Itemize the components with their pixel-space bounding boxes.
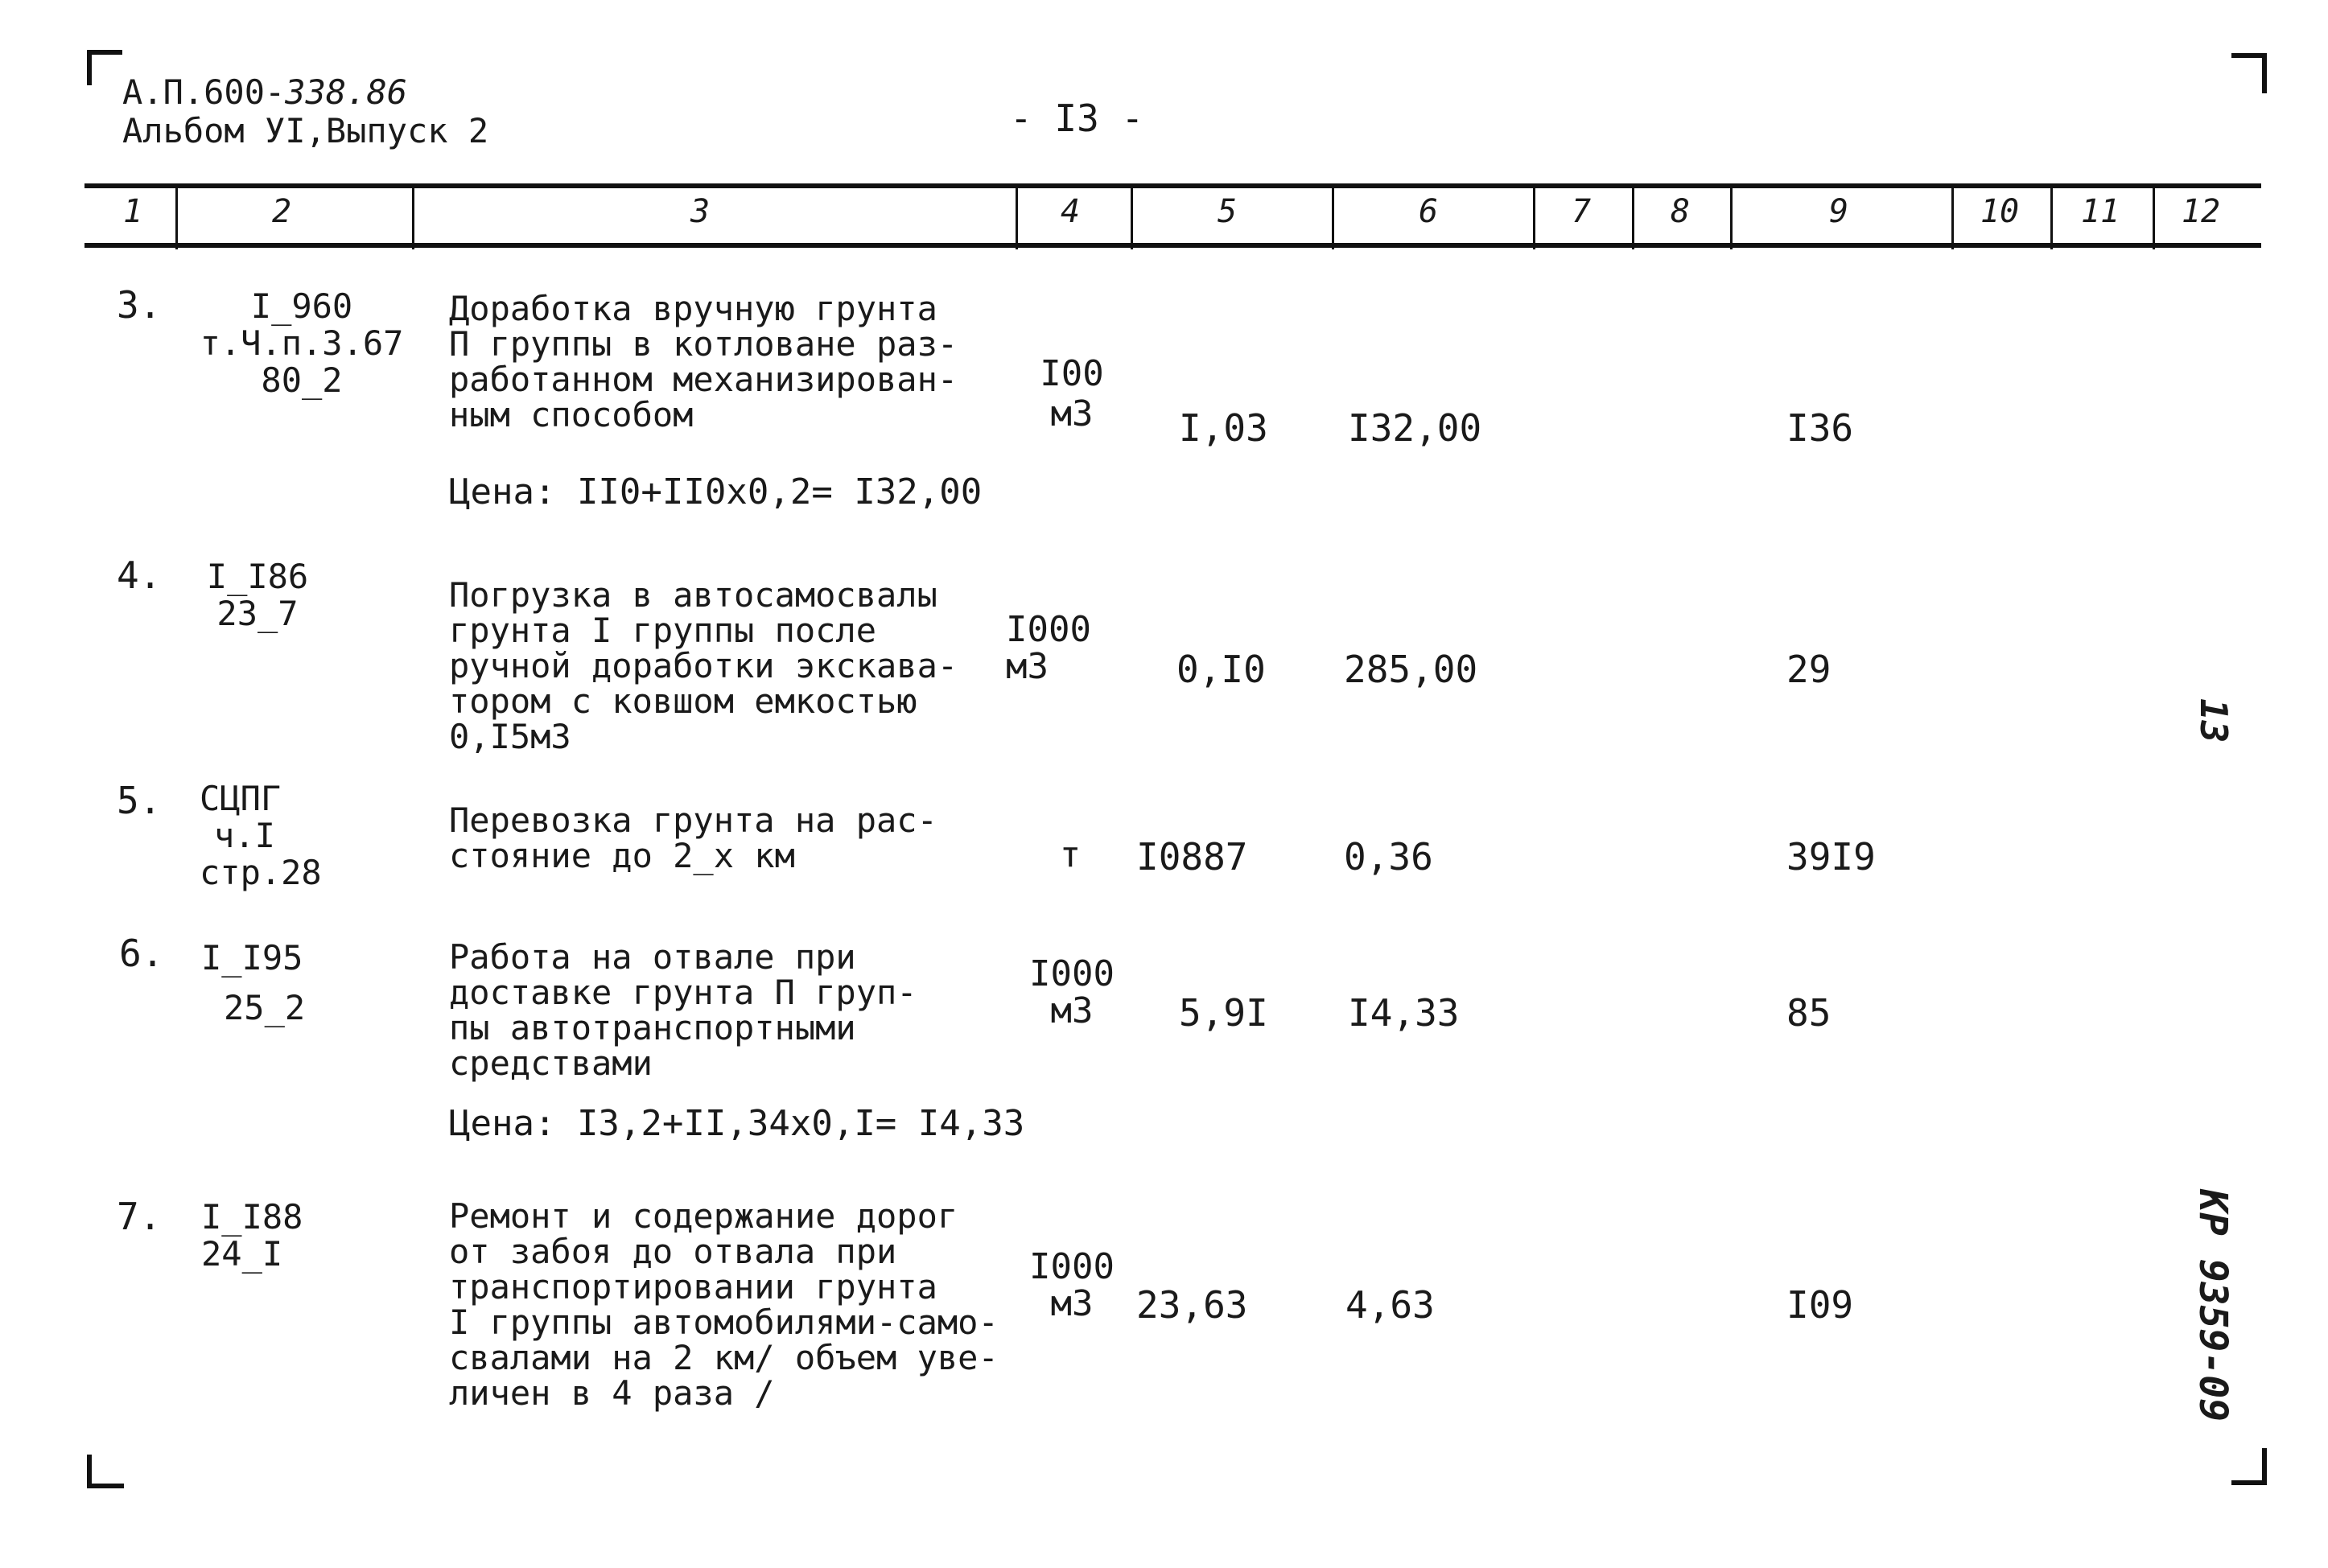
column-number: 3 — [690, 193, 711, 230]
corner-mark-bottom-right — [2231, 1448, 2267, 1485]
row-description: Перевозка грунта на рас- стояние до 2_х км — [449, 800, 937, 875]
side-page-mark: 13 — [2192, 698, 2235, 743]
row-quantity: 5,9I — [1179, 991, 1268, 1035]
col-separator — [1131, 185, 1133, 249]
column-number: 9 — [1828, 193, 1849, 230]
row-total: 39I9 — [1786, 835, 1876, 879]
document-code — [122, 74, 407, 111]
row-unit-price: I32,00 — [1348, 406, 1482, 450]
row-unit-price: 4,63 — [1345, 1283, 1435, 1327]
row-price-note: Цена: II0+II0x0,2= I32,00 — [449, 471, 983, 512]
column-number: 10 — [1980, 193, 2020, 230]
col-separator — [1016, 185, 1018, 249]
column-number: 2 — [271, 193, 292, 230]
row-number: 5. — [117, 779, 162, 822]
corner-mark-bottom-left — [87, 1455, 124, 1488]
table-header-top-rule — [84, 183, 2261, 188]
row-description: Работа на отвале при доставке грунта П груп- пы автотранспортными средствами — [449, 937, 917, 1083]
row-number: 4. — [117, 554, 162, 597]
row-unit-price: I4,33 — [1348, 991, 1460, 1035]
row-number: 3. — [117, 283, 162, 327]
col-separator — [1951, 185, 1954, 249]
row-code: СЦПГ ч.I стр.28 — [200, 779, 322, 892]
col-separator — [2050, 185, 2053, 249]
col-separator — [1632, 185, 1634, 249]
row-code: I_I88 24_I — [201, 1197, 303, 1274]
row-unit: I000 м3 — [1006, 609, 1091, 687]
row-description: Доработка вручную грунта П группы в котловане раз- работанном механизирован- ным способом — [449, 289, 958, 434]
col-separator — [1730, 185, 1733, 249]
column-number: 4 — [1060, 193, 1081, 230]
row-quantity: 0,I0 — [1176, 648, 1266, 691]
row-number: 6. — [119, 932, 164, 975]
row-quantity: I,03 — [1179, 406, 1268, 450]
row-code: I_I95 25_2 — [201, 938, 306, 1027]
col-separator — [412, 185, 414, 249]
row-quantity: 23,63 — [1136, 1283, 1248, 1327]
row-quantity: I0887 — [1136, 835, 1248, 879]
row-number: 7. — [117, 1195, 162, 1238]
page-number: - I3 - — [1010, 97, 1144, 140]
corner-mark-top-left — [87, 50, 122, 85]
row-unit: I00 м3 — [1040, 353, 1104, 434]
row-unit: т — [1059, 834, 1082, 875]
row-unit-price: 285,00 — [1344, 648, 1478, 691]
album-label: Альбом УI,Выпуск 2 — [122, 111, 489, 150]
col-separator — [1533, 185, 1535, 249]
row-price-note: Цена: I3,2+II,34x0,I= I4,33 — [449, 1103, 1025, 1144]
row-total: I09 — [1786, 1283, 1854, 1327]
col-separator — [175, 185, 178, 249]
column-number: 6 — [1418, 193, 1439, 230]
row-description: Ремонт и содержание дорог от забоя до отвала при транспортировании грунта I группы автомобилями-само- свалами на 2 км/ объем уве- личен в 4 раза / — [449, 1196, 999, 1413]
row-unit: I000 м3 — [1029, 953, 1115, 1031]
row-total: I36 — [1786, 406, 1854, 450]
row-code: I_I86 23_7 — [206, 557, 309, 633]
corner-mark-top-right — [2231, 53, 2267, 93]
row-description: Погрузка в автосамосвалы грунта I группы после ручной доработки экскава- тором с ковшом емкостью 0,I5м3 — [449, 575, 958, 756]
column-number: 1 — [122, 193, 143, 230]
col-separator — [1332, 185, 1334, 249]
document-code-handwritten: 338.86 — [285, 72, 408, 112]
row-unit-price: 0,36 — [1344, 835, 1433, 879]
column-number: 5 — [1217, 193, 1238, 230]
row-unit: I000 м3 — [1029, 1246, 1115, 1324]
column-number: 7 — [1571, 193, 1592, 230]
table-header-bottom-rule — [84, 243, 2261, 248]
row-code: I_960 т.Ч.п.3.67 80_2 — [200, 286, 404, 400]
row-total: 85 — [1786, 991, 1831, 1035]
column-number: 11 — [2080, 193, 2120, 230]
row-total: 29 — [1786, 648, 1831, 691]
column-number: 12 — [2181, 193, 2221, 230]
document-code-print: А.П.600- — [122, 72, 286, 112]
column-number: 8 — [1670, 193, 1691, 230]
col-separator — [2153, 185, 2155, 249]
side-stamp: КР 9359-09 — [2190, 1189, 2235, 1422]
